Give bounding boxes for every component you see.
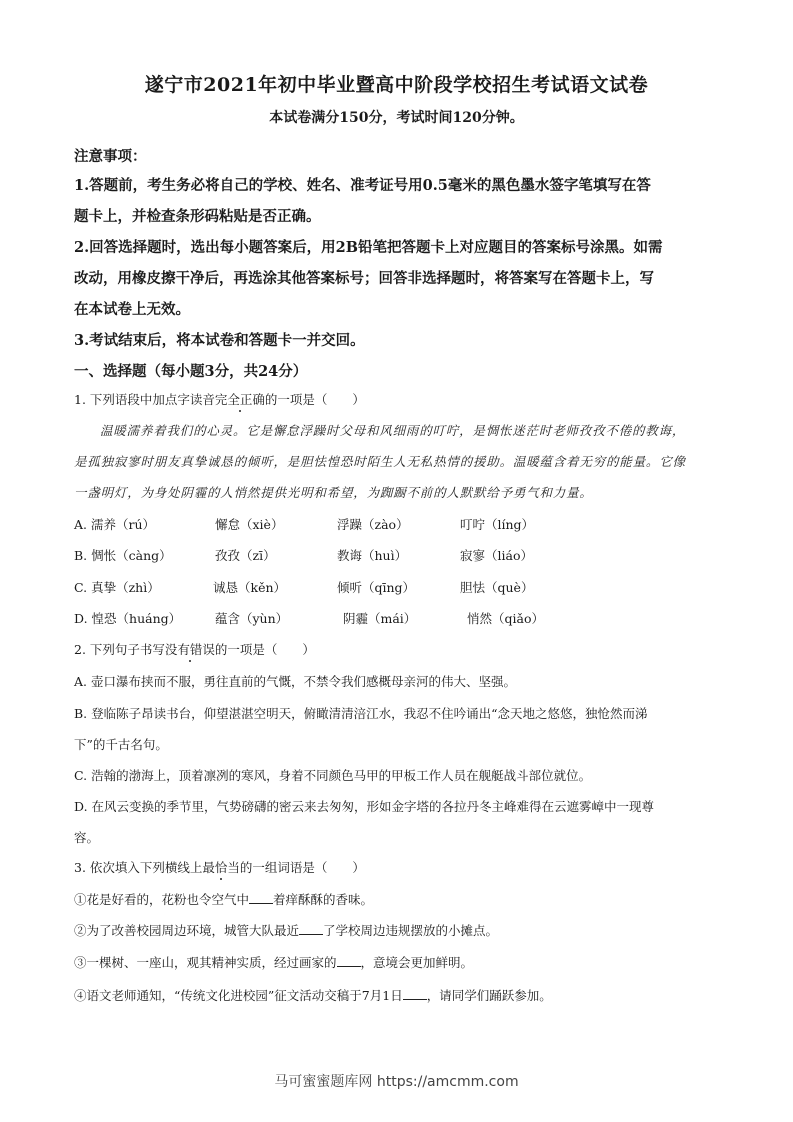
option-a-3: 浮躁（zào） bbox=[337, 517, 409, 532]
q3-item-3: ③一棵树、一座山，观其精神实质，经过画家的 ，意境会更加鲜明。 bbox=[74, 955, 474, 970]
fill-blank[interactable] bbox=[249, 891, 273, 904]
option-b-4: 寂寥（liáo） bbox=[460, 548, 533, 563]
fill-blank[interactable] bbox=[337, 954, 361, 967]
q3-item-2: ②为了改善校园周边环境，城管大队最近 了学校周边违规摆放的小摊点。 bbox=[74, 923, 499, 938]
notice-line: 1.答题前，考生务必将自己的学校、姓名、准考证号用0.5毫米的黑色墨水签字笔填写在答 bbox=[74, 177, 651, 194]
notice-line: 改动，用橡皮擦干净后，再选涂其他答案标号；回答非选择题时，将答案写在答题卡上，写 bbox=[74, 270, 654, 287]
q2-option-a: A. 壶口瀑布挟而不服，勇往直前的气慨，不禁令我们感概母亲河的伟大、坚强。 bbox=[74, 674, 516, 689]
passage-line: 是孤独寂寥时朋友真挚诚恳的倾听，是胆怯惶恐时陌生人无私热情的援助。温暖蕴含着无穷的能量。它像 bbox=[74, 454, 686, 469]
emphasis-dots: 最恰当 bbox=[202, 860, 240, 875]
notice-line: 题卡上，并检查条形码粘贴是否正确。 bbox=[74, 208, 321, 225]
q2-option-b-cont: 下”的千古名句。 bbox=[74, 737, 168, 752]
option-d-2: 蕴含（yùn） bbox=[215, 611, 289, 626]
option-d-4: 悄然（qiǎo） bbox=[467, 611, 544, 626]
notice-line: 2.回答选择题时，选出每小题答案后，用2B铅笔把答题卡上对应题目的答案标号涂黑。如需 bbox=[74, 239, 663, 256]
notice-line: 3.考试结束后，将本试卷和答题卡一并交回。 bbox=[74, 332, 365, 349]
q3-item-4: ④语文老师通知，“传统文化进校园”征文活动交稿于7月1日 ，请同学们踊跃参加。 bbox=[74, 988, 552, 1003]
q2-option-c: C. 浩翰的渤海上，顶着凛冽的寒风，身着不同颜色马甲的甲板工作人员在舰艇战斗部位就位。 bbox=[74, 768, 592, 783]
option-a-4: 叮咛（líng） bbox=[460, 517, 535, 532]
option-b-1: B. 惆怅（càng） bbox=[74, 548, 172, 563]
q3-item-1: ①花是好看的，花粉也令空气中 着痒酥酥的香味。 bbox=[74, 892, 374, 907]
option-a-1: A. 濡养（rú） bbox=[74, 517, 155, 532]
page-subtitle: 本试卷满分150分，考试时间120分钟。 bbox=[269, 110, 524, 126]
page-footer: 马可蜜蜜题库网 https://amcmm.com bbox=[274, 1074, 519, 1090]
passage-line: 温暖濡养着我们的心灵。它是懈怠浮躁时父母和风细雨的叮咛，是惆怅迷茫时老师孜孜不倦的教诲， bbox=[100, 423, 686, 438]
option-b-2: 孜孜（zī） bbox=[215, 548, 276, 563]
notice-heading: 注意事项： bbox=[74, 148, 147, 165]
option-c-4: 胆怯（què） bbox=[460, 580, 534, 595]
emphasis-dots: 完全正确 bbox=[214, 392, 265, 407]
notice-line: 在本试卷上无效。 bbox=[74, 301, 190, 318]
option-c-2: 诚恳（kěn） bbox=[213, 580, 287, 595]
q2-option-d-cont: 容。 bbox=[74, 830, 100, 845]
option-c-3: 倾听（qīng） bbox=[337, 580, 416, 595]
option-b-3: 教诲（huì） bbox=[337, 548, 408, 563]
question-1-stem: 1. 下列语段中加点字读音完全正确的一项是（ ） bbox=[74, 392, 365, 407]
option-c-1: C. 真挚（zhì） bbox=[74, 580, 160, 595]
q2-option-b: B. 登临陈子昂读书台，仰望湛湛空明天，俯瞰清清涪江水，我忍不住吟诵出“念天地之悠悠，独怆然而涕 bbox=[74, 706, 648, 721]
q2-option-d: D. 在风云变换的季节里，气势磅礴的密云来去匆匆，形如金字塔的各拉丹冬主峰难得在云遮雾嶂中一现尊 bbox=[74, 799, 655, 814]
page-title: 遂宁市2021年初中毕业暨高中阶段学校招生考试语文试卷 bbox=[144, 74, 649, 96]
passage-line: 一盏明灯，为身处阴霾的人悄然提供光明和希望，为踟蹰不前的人默默给予勇气和力量。 bbox=[74, 485, 593, 500]
option-a-2: 懈怠（xiè） bbox=[215, 517, 284, 532]
question-3-stem: 3. 依次填入下列横线上最恰当的一组词语是（ ） bbox=[74, 860, 365, 875]
question-2-stem: 2. 下列句子书写没有错误的一项是（ ） bbox=[74, 642, 315, 657]
option-d-1: D. 惶恐（huáng） bbox=[74, 611, 182, 626]
fill-blank[interactable] bbox=[403, 987, 427, 1000]
option-d-3: 阴霾（mái） bbox=[343, 611, 417, 626]
emphasis-dots: 没有错误 bbox=[164, 642, 215, 657]
section-heading: 一、选择题（每小题3分，共24分） bbox=[74, 363, 308, 380]
fill-blank[interactable] bbox=[299, 922, 323, 935]
